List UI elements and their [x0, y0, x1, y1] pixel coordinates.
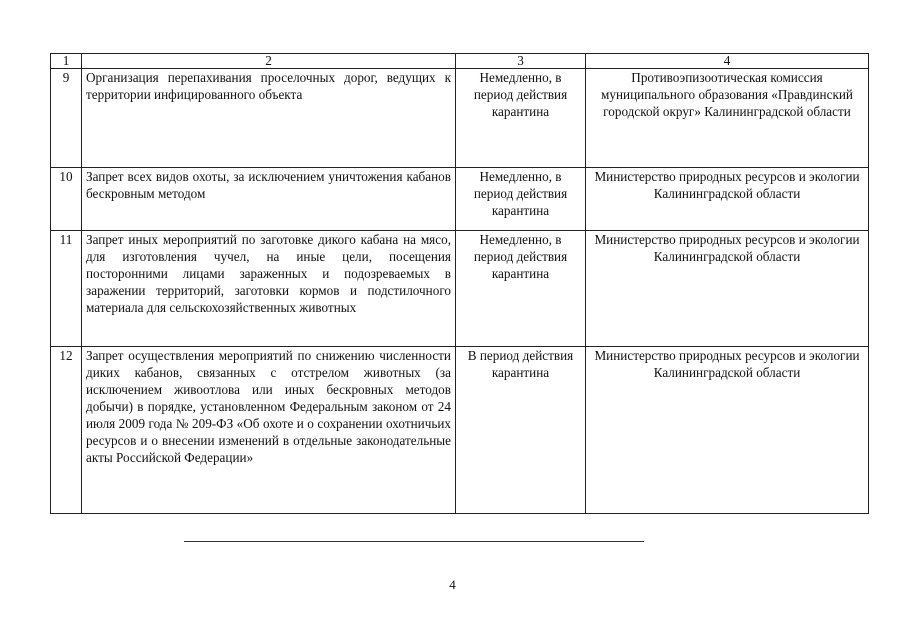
table-row — [51, 347, 869, 514]
table-row — [51, 69, 869, 168]
header-cell-4: 4 — [586, 54, 869, 69]
responsible-text: Противоэпизоотическая комиссия муниципального образования «Правдинский городской округ» Калининградской области — [586, 69, 869, 168]
header-cell-3: 3 — [456, 54, 586, 69]
measure-text: Запрет всех видов охоты, за исключением уничтожения кабанов бескровным методом — [82, 168, 456, 231]
term-text: Немедленно, в период действия карантина — [456, 231, 586, 347]
responsible-text: Министерство природных ресурсов и экологии Калининградской области — [586, 231, 869, 347]
row-number: 9 — [51, 69, 82, 168]
responsible-text: Министерство природных ресурсов и экологии Калининградской области — [586, 347, 869, 514]
responsible-text: Министерство природных ресурсов и экологии Калининградской области — [586, 168, 869, 231]
table-row — [51, 168, 869, 231]
term-text: В период действия карантина — [456, 347, 586, 514]
page-number: 4 — [449, 577, 456, 592]
row-number: 10 — [51, 168, 82, 231]
row-number: 12 — [51, 347, 82, 514]
header-cell-1: 1 — [51, 54, 82, 69]
table-header-row — [51, 54, 869, 69]
measure-text: Организация перепахивания проселочных дорог, ведущих к территории инфицированного объекта — [82, 69, 456, 168]
header-cell-2: 2 — [82, 54, 456, 69]
separator-line — [184, 541, 644, 542]
measure-text: Запрет осуществления мероприятий по снижению численности диких кабанов, связанных с отстрелом животных (за исключением живоотлова или иных бескровных методов добычи) в порядке, установленном Федеральным законом от 24 июля 2009 года № 209-ФЗ «Об охоте и о сохранении охотничьих ресурсов и о внесении изменений в отдельные законодательные акты Российской Федерации» — [82, 347, 456, 514]
measures-table — [50, 53, 869, 514]
measure-text: Запрет иных мероприятий по заготовке дикого кабана на мясо, для изготовления чучел, на иные цели, посещения посторонними лицами зараженных и подозреваемых в заражении территорий, заготовки кормов и подстилочного материала для сельскохозяйственных животных — [82, 231, 456, 347]
row-number: 11 — [51, 231, 82, 347]
table-row — [51, 231, 869, 347]
term-text: Немедленно, в период действия карантина — [456, 69, 586, 168]
term-text: Немедленно, в период действия карантина — [456, 168, 586, 231]
